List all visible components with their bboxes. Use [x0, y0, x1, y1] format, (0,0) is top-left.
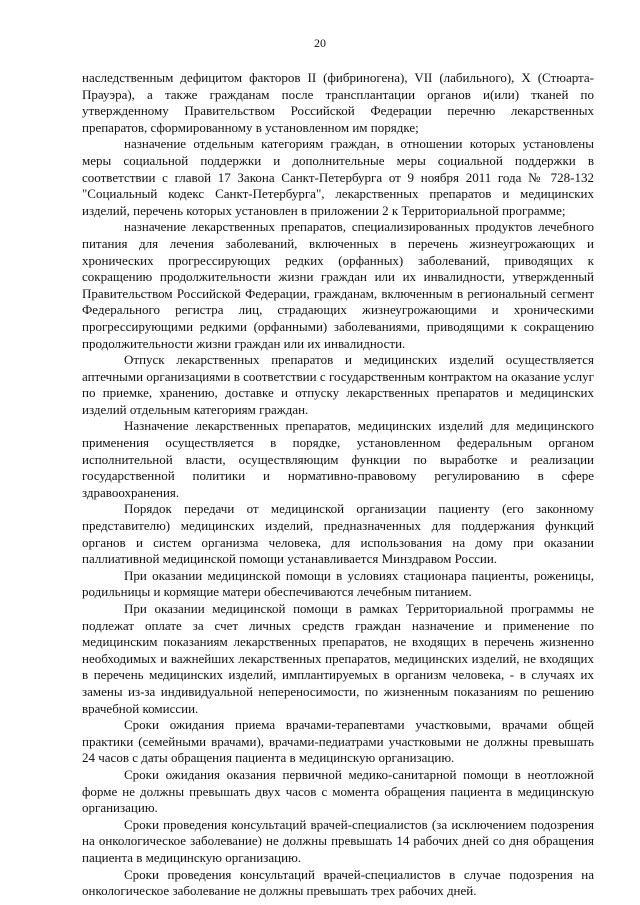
paragraph-5: Назначение лекарственных препаратов, медицинских изделий для медицинского применения осуществляется в порядке, установленном федеральным органом исполнительной власти, осуществляющим функции по выработке и реализации государственной политики и нормативно-правовому регулированию в сфере здравоохранения.: [82, 418, 594, 500]
paragraph-9: Сроки ожидания приема врачами-терапевтами участковыми, врачами общей практики (семейными врачами), врачами-педиатрами участковыми не должны превышать 24 часов с даты обращения пациента в медицинскую организацию.: [82, 717, 594, 766]
paragraph-4: Отпуск лекарственных препаратов и медицинских изделий осуществляется аптечными организациями в соответствии с государственным контрактом на оказание услуг по приемке, хранению, доставке и отпуску лекарственных препаратов и медицинских изделий отдельным категориям граждан.: [82, 352, 594, 417]
paragraph-2: назначение отдельным категориям граждан, в отношении которых установлены меры социальной поддержки и дополнительные меры социальной поддержки в соответствии с главой 17 Закона Санкт-Петербурга от 9 ноября 2011 года № 728-132 "Социальный кодекс Санкт-Петербурга", лекарственных препаратов и медицинских изделий, перечень которых установлен в приложении 2 к Территориальной программе;: [82, 136, 594, 218]
paragraph-11: Сроки проведения консультаций врачей-специалистов (за исключением подозрения на онкологическое заболевание) не должны превышать 14 рабочих дней со дня обращения пациента в медицинскую организацию.: [82, 816, 594, 865]
paragraph-6: Порядок передачи от медицинской организации пациенту (его законному представителю) медицинских изделий, предназначенных для поддержания функций органов и систем организма человека, для использования на дому при оказании паллиативной медицинской помощи устанавливается Минздравом России.: [82, 501, 594, 567]
paragraph-3: назначение лекарственных препаратов, специализированных продуктов лечебного питания для лечения заболеваний, включенных в перечень жизнеугрожающих и хронических прогрессирующих редких (орфанных) заболеваний, приводящих к сокращению продолжительности жизни граждан или их инвалидности, утвержденный Правительством Российской Федерации, гражданам, включенным в региональный сегмент Федерального регистра лиц, страдающих жизнеугрожающими и хроническими прогрессирующими редкими (орфанными) заболеваниями, приводящими к сокращению продолжительности жизни граждан или их инвалидности.: [82, 219, 594, 351]
paragraph-1: наследственным дефицитом факторов II (фибриногена), VII (лабильного), X (Стюарта-Прауэра), а также гражданам после трансплантации органов и(или) тканей по утвержденному Правительством Российской Федерации перечню лекарственных препаратов, сформированному в установленном им порядке;: [82, 70, 594, 135]
paragraph-12: Сроки проведения консультаций врачей-специалистов в случае подозрения на онкологическое заболевание не должны превышать трех рабочих дней.: [82, 866, 594, 899]
paragraph-10: Сроки ожидания оказания первичной медико-санитарной помощи в неотложной форме не должны превышать двух часов с момента обращения пациента в медицинскую организацию.: [82, 766, 594, 816]
paragraph-8: При оказании медицинской помощи в рамках Территориальной программы не подлежат оплате за счет личных средств граждан назначение и применение по медицинским показаниям лекарственных препаратов, не входящих в перечень жизненно необходимых и важнейших лекарственных препаратов, медицинских изделий, не входящих в перечень медицинских изделий, имплантируемых в организм человека, - в случаях их замены из-за индивидуальной непереносимости, по жизненным показаниям по решению врачебной комиссии.: [82, 601, 594, 716]
paragraph-7: При оказании медицинской помощи в условиях стационара пациенты, роженицы, родильницы и кормящие матери обеспечиваются лечебным питанием.: [82, 567, 594, 600]
page-number: 20: [314, 36, 326, 50]
document-body: [82, 70, 594, 900]
